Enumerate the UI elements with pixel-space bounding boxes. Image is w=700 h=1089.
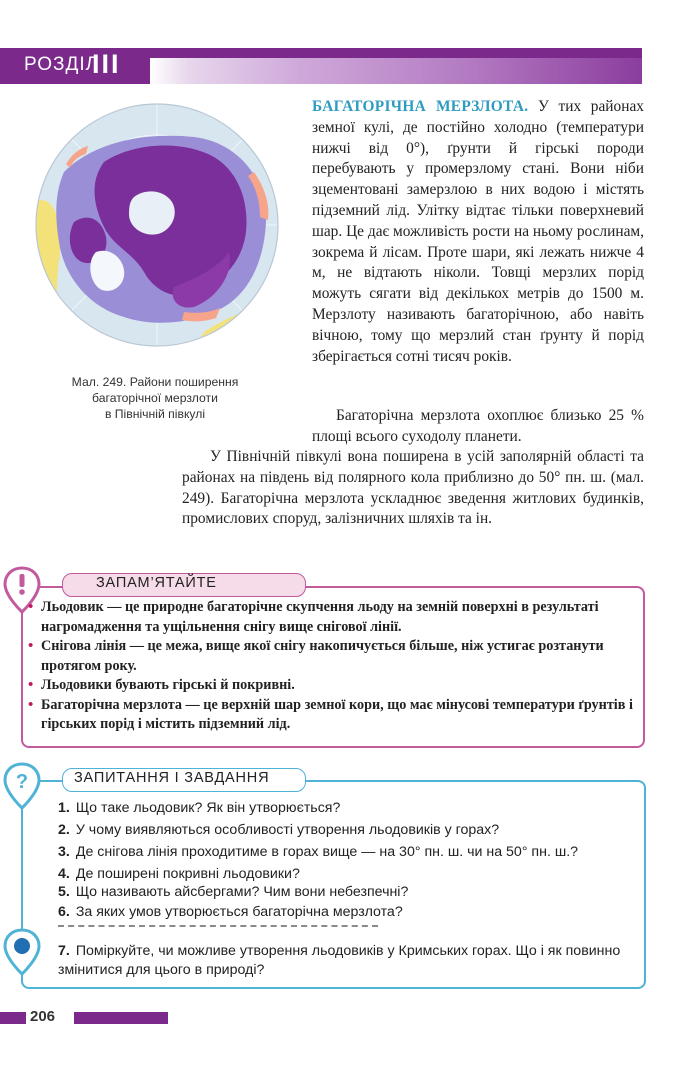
- caption-line: в Північній півкулі: [104, 407, 206, 421]
- article-paragraph-2-end: У Північній півкулі вона поширена в усій заполярній області та районах на південь від полярного кола приблизно до 50° пн. ш. (мал. 249). Багаторічна мерзлота ускладнює зведення житлових будинків, промислових споруд, залізничних шляхів та ін.: [182, 448, 644, 528]
- permafrost-map: [34, 102, 280, 348]
- question-number: 4.: [58, 866, 70, 882]
- svg-text:?: ?: [15, 771, 29, 793]
- question-number: 3.: [58, 844, 70, 860]
- remember-item: • Льодовики бувають гірські й покривні.: [26, 676, 638, 696]
- question-text: Що таке льодовик? Як він утворюється?: [75, 800, 341, 816]
- remember-item: • Багаторічна мерзлота — це верхній шар земної кори, що має мінусові температури ґрунтів і гірських порід і містить підземний лід.: [26, 696, 638, 735]
- question-number: 7.: [58, 943, 70, 959]
- question-number: 5.: [58, 884, 70, 900]
- footer-bar-left: [0, 1012, 26, 1024]
- section-number: III: [92, 49, 121, 79]
- article-paragraph-2-start: Багаторічна мерзлота охоплює близько 25 % площі всього суходолу планети.: [312, 407, 644, 445]
- footer-bar-right: [74, 1012, 168, 1024]
- questions-divider: [58, 925, 378, 927]
- remember-title: ЗАПАМ’ЯТАЙТЕ: [96, 575, 217, 591]
- question-text: Поміркуйте, чи можливе утворення льодовиків у Кримських горах. Що і як повинно змінитися для цього в природі?: [58, 943, 621, 978]
- question-item: [58, 843, 578, 862]
- remember-list: [26, 598, 638, 735]
- question-item: [58, 865, 300, 884]
- question-item: [58, 883, 408, 902]
- question-item: [58, 903, 403, 922]
- remember-item: • Льодовик — це природне багаторічне скупчення льоду на земній поверхні в результаті нагромадження та ущільнення снігу вище снігової лінії.: [26, 598, 638, 637]
- article-paragraph-1: [312, 97, 644, 367]
- caption-line: багаторічної мерзлоти: [92, 391, 218, 405]
- question-text: Що називають айсбергами? Чим вони небезпечні?: [75, 884, 409, 900]
- question-text: У чому виявляються особливості утворення льодовиків у горах?: [75, 822, 500, 838]
- page-number: 206: [30, 1008, 56, 1025]
- section-header-top-stripe: [150, 48, 642, 58]
- question-number: 6.: [58, 904, 70, 920]
- question-item: [58, 821, 499, 840]
- article-term: БАГАТОРІЧНА МЕРЗЛОТА.: [312, 98, 529, 115]
- question-item: [58, 942, 638, 980]
- question-text: Де снігова лінія проходитиме в горах вище — на 30° пн. ш. чи на 50° пн. ш.?: [75, 844, 579, 860]
- remember-item: • Снігова лінія — це межа, вище якої снігу накопичується більше, ніж устигає розтанути протягом року.: [26, 637, 638, 676]
- figure-caption: [30, 374, 280, 422]
- creative-task-pin-icon: [2, 928, 42, 976]
- question-text: Де поширені покривні льодовики?: [75, 866, 300, 882]
- question-pin-icon: [2, 762, 42, 810]
- question-number: 2.: [58, 822, 70, 838]
- caption-line: Мал. 249. Райони поширення: [71, 375, 239, 389]
- question-text: За яких умов утворюється багаторічна мерзлота?: [75, 904, 403, 920]
- question-item: [58, 799, 340, 818]
- questions-title: ЗАПИТАННЯ І ЗАВДАННЯ: [74, 770, 270, 786]
- question-number: 1.: [58, 800, 70, 816]
- paragraph-body: У тих районах земної кулі, де постійно холодно (температури нижчі від 0°), ґрунти й гірські породи перебувають у промерзлому стані. Вони ніби зцементовані замерзлою в них водою і містять підземний лід. Улітку відтає тільки поверхневий шар. Це дає можливість рости на ньому рослинам, зокрема й лісам. Проте шари, які лежать нижче 4 м, не відтають ніколи. Товщі мерзлих порід можуть сягати від декількох метрів до 1500 м. Мерзлоту називають багаторічною, або навіть вічною, тому що мерзлий стан ґрунту й порід зберігається сотні тисяч років.: [312, 98, 644, 365]
- section-label: РОЗДІЛ: [24, 54, 100, 75]
